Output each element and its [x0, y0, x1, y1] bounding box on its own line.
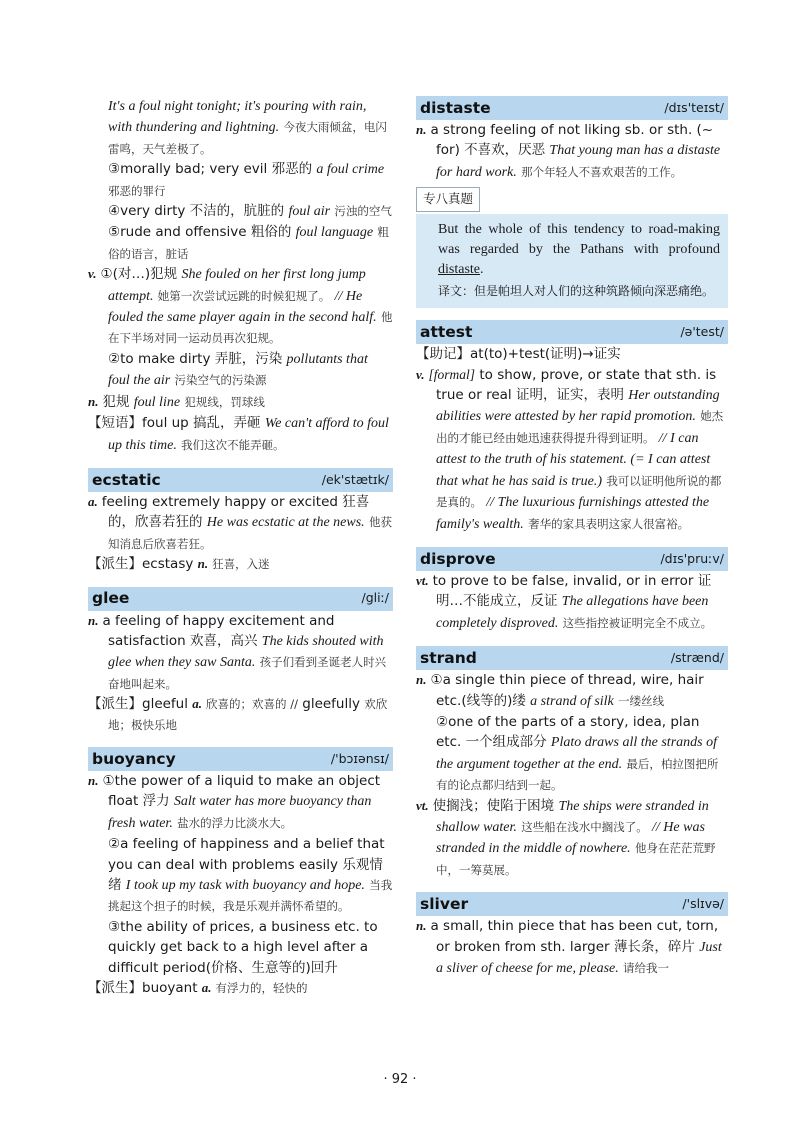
derivative-tag: 【派生】 — [88, 696, 142, 713]
phonetic: /ə'test/ — [680, 324, 724, 340]
sense-4: ④very dirty 不洁的，肮脏的 — [108, 203, 285, 220]
headword: glee — [92, 589, 130, 608]
translation: 这些船在浅水中搁浅了。 — [521, 819, 648, 834]
translation: 我们这次不能弄砸。 — [181, 437, 285, 452]
headword-bar — [416, 96, 728, 120]
definition: to prove to be false, invalid, or in error 证明…不能成立，反证 — [432, 572, 712, 610]
example: foul language — [295, 225, 374, 241]
headword: disprove — [420, 549, 496, 568]
example: a strand of silk — [530, 693, 614, 709]
sense-3: ③morally bad; very evil 邪恶的 — [108, 161, 313, 178]
sense-1: ①the power of a liquid to make an object float 浮力 — [102, 772, 381, 810]
derivative: gleefully — [302, 696, 360, 713]
translation: 污浊的空气 — [334, 204, 392, 219]
verb-sense-1: ①(对…)犯规 — [100, 266, 178, 283]
phonetic: /dɪs'teɪst/ — [664, 99, 724, 115]
translation: 欢欣地；极快乐地 — [108, 697, 388, 732]
entry-ecstatic — [88, 468, 393, 575]
part-of-speech: a. — [88, 493, 98, 509]
translation: 奢华的家具表明这家人很富裕。 — [528, 516, 690, 531]
part-of-speech: n. — [416, 672, 427, 688]
entry-sliver — [416, 892, 728, 979]
entry-distaste — [416, 96, 728, 308]
verb-sense-2: ②to make dirty 弄脏，污染 — [108, 350, 283, 367]
quote-keyword: distaste — [438, 262, 480, 278]
quote-end: . — [480, 262, 484, 278]
headword-bar — [88, 587, 393, 611]
register-label: [formal] — [428, 366, 476, 382]
translation: 他身在茫茫荒野中，一筹莫展。 — [436, 841, 716, 877]
example: I took up my task with buoyancy and hope. — [125, 878, 365, 893]
part-of-speech: v. — [416, 366, 425, 382]
translation: 他获知消息后欣喜若狂。 — [108, 515, 392, 551]
translation: 最后，柏拉图把所有的论点都归结到一起。 — [436, 756, 719, 793]
translation: 这些指控被证明完全不成立。 — [562, 615, 713, 630]
translation: 邪恶的罪行 — [108, 183, 166, 198]
translation: 狂喜，入迷 — [212, 557, 270, 572]
exam-quote — [416, 214, 728, 309]
sense-2: ②one of the parts of a story, idea, plan etc. 一个组成部分 — [436, 713, 700, 751]
quote-text: But the whole of this tendency to road-making was regarded by the Pathans with profound — [438, 221, 720, 258]
example: She fouled on her first long jump attempt. — [108, 267, 366, 304]
headword: ecstatic — [92, 470, 161, 489]
part-of-speech: n. — [416, 918, 427, 934]
left-column — [88, 96, 393, 998]
headword: buoyancy — [92, 749, 176, 768]
headword: strand — [420, 648, 477, 667]
example: That young man has a distaste for hard work. — [436, 143, 721, 180]
phonetic: /dɪs'pruːv/ — [660, 550, 724, 566]
part-of-speech: a. — [192, 696, 203, 712]
translation: 一缕丝线 — [618, 693, 665, 708]
phrase-tag: 【短语】 — [88, 415, 142, 432]
example: The allegations have been completely disproved. — [436, 594, 709, 631]
headword: distaste — [420, 98, 491, 117]
example: Plato draws all the strands of the argument together at the end. — [436, 735, 717, 772]
entry-glee — [88, 587, 393, 735]
mnemonic: at(to)+test(证明)→证实 — [470, 346, 621, 363]
translation: 她杰出的才能已经由她迅速获得提升得到证明。 — [436, 409, 724, 445]
verb-definition: 使搁浅；使陷于困境 — [432, 797, 555, 814]
right-column — [416, 96, 728, 979]
translation: 欣喜的；欢喜的 // — [206, 697, 298, 712]
phonetic: /ek'stætɪk/ — [321, 471, 389, 487]
translation: 孩子们看到圣诞老人时兴奋地叫起来。 — [108, 655, 387, 691]
example: Her outstanding abilities were attested by her rapid promotion. — [436, 388, 720, 425]
derivative: ecstasy — [142, 556, 194, 573]
definition: a feeling of happy excitement and satisfaction 欢喜，高兴 — [102, 612, 335, 649]
translation: 他在下半场对同一运动员再次犯规。 — [108, 310, 393, 346]
part-of-speech: n. — [88, 612, 99, 628]
example: He was ecstatic at the news. — [206, 515, 365, 531]
part-of-speech: n. — [197, 556, 209, 572]
translation: 污染空气的污染源 — [174, 373, 267, 388]
translation: 犯规线，罚球线 — [184, 394, 265, 409]
example: Just a sliver of cheese for me, please. — [436, 939, 722, 976]
translation: 当我挑起这个担子的时候，我是乐观并满怀希望的。 — [108, 878, 393, 914]
phonetic: /strænd/ — [670, 649, 724, 665]
definition: feeling extremely happy or excited 狂喜的，欣喜若狂的 — [101, 493, 370, 531]
translation: 粗俗的语言，脏话 — [108, 225, 389, 261]
example: // I can attest to the truth of his statement. (= I can attest that what he has said is true.) — [436, 430, 711, 489]
example: // The luxurious furnishings attested the family's wealth. — [436, 495, 710, 532]
headword: sliver — [420, 894, 469, 913]
example: The ships were stranded in shallow water. — [436, 798, 709, 835]
translation: 今夜大雨倾盆，电闪雷鸣，天气差极了。 — [108, 120, 387, 156]
sense-2: ②a feeling of happiness and a belief that you can deal with problems easily 乐观情绪 — [108, 836, 385, 893]
part-of-speech: vt. — [416, 572, 429, 588]
headword: attest — [420, 323, 473, 342]
example: It's a foul night tonight; it's pouring with rain, with thundering and lightning. — [108, 99, 367, 136]
part-of-speech: vt. — [416, 797, 429, 813]
translation: 那个年轻人不喜欢艰苦的工作。 — [521, 164, 683, 179]
noun-def: 犯规 — [102, 393, 130, 410]
part-of-speech: n. — [416, 122, 427, 137]
part-of-speech: n. — [88, 772, 99, 788]
derivative: gleeful — [142, 696, 188, 713]
headword-bar — [88, 747, 393, 771]
part-of-speech: v. — [88, 266, 97, 282]
derivative-tag: 【派生】 — [88, 980, 142, 997]
part-of-speech: a. — [201, 980, 212, 996]
translation: 她第一次尝试远跳的时候犯规了。 — [157, 288, 331, 303]
example: The kids shouted with glee when they saw Santa. — [108, 633, 384, 671]
mnemonic-tag: 【助记】 — [416, 346, 470, 363]
part-of-speech: n. — [88, 393, 99, 409]
example: // He was stranded in the middle of nowhere. — [436, 819, 705, 857]
example: We can't afford to foul up this time. — [108, 416, 389, 453]
sense-1: ①a single thin piece of thread, wire, hair etc.(线等的)缕 — [430, 672, 704, 709]
phrase: foul up 搞乱，弄砸 — [142, 415, 261, 432]
example: foul air — [288, 204, 331, 220]
phonetic: /'slɪvə/ — [682, 895, 724, 911]
headword-bar — [416, 892, 728, 916]
entry-buoyancy — [88, 747, 393, 998]
entry-strand — [416, 646, 728, 880]
example: pollutants that foul the air — [108, 351, 368, 389]
translation: 请给我一 — [623, 961, 670, 975]
translation: 我可以证明他所说的都是真的。 — [436, 473, 722, 510]
example: Salt water has more buoyancy than fresh water. — [108, 794, 372, 831]
entry-disprove — [416, 547, 728, 634]
headword-bar — [416, 547, 728, 571]
phonetic: /gliː/ — [361, 590, 389, 606]
phonetic: /'bɔɪənsɪ/ — [330, 750, 389, 766]
derivative-tag: 【派生】 — [88, 556, 142, 573]
exam-tag: 专八真题 — [416, 187, 480, 211]
page-number: · 92 · — [383, 1072, 417, 1087]
definition: a small, thin piece that has been cut, torn, or broken from sth. larger 薄长条，碎片 — [430, 918, 719, 955]
translation: 有浮力的，轻快的 — [215, 981, 308, 996]
example: a foul crime — [316, 162, 385, 178]
quote-translation: 译文：但是帕坦人对人们的这种筑路倾向深恶痛绝。 — [438, 283, 715, 298]
headword-bar — [416, 320, 728, 344]
example: // He fouled the same player again in the second half. — [108, 288, 377, 326]
entry-attest — [416, 320, 728, 535]
sense-5: ⑤rude and offensive 粗俗的 — [108, 224, 292, 241]
entry-foul-continued — [88, 96, 393, 456]
derivative: buoyant — [142, 980, 198, 997]
sense-3: ③the ability of prices, a business etc. to quickly get back to a high level after a difficult period(价格、生意等的)回升 — [108, 918, 378, 976]
definition: a strong feeling of not liking sb. or sth. (~ for) 不喜欢，厌恶 — [430, 122, 714, 159]
example: foul line — [133, 394, 181, 410]
translation: 盐水的浮力比淡水大。 — [177, 815, 293, 830]
headword-bar — [416, 646, 728, 670]
headword-bar — [88, 468, 393, 492]
definition: to show, prove, or state that sth. is true or real 证明，证实，表明 — [436, 366, 717, 404]
